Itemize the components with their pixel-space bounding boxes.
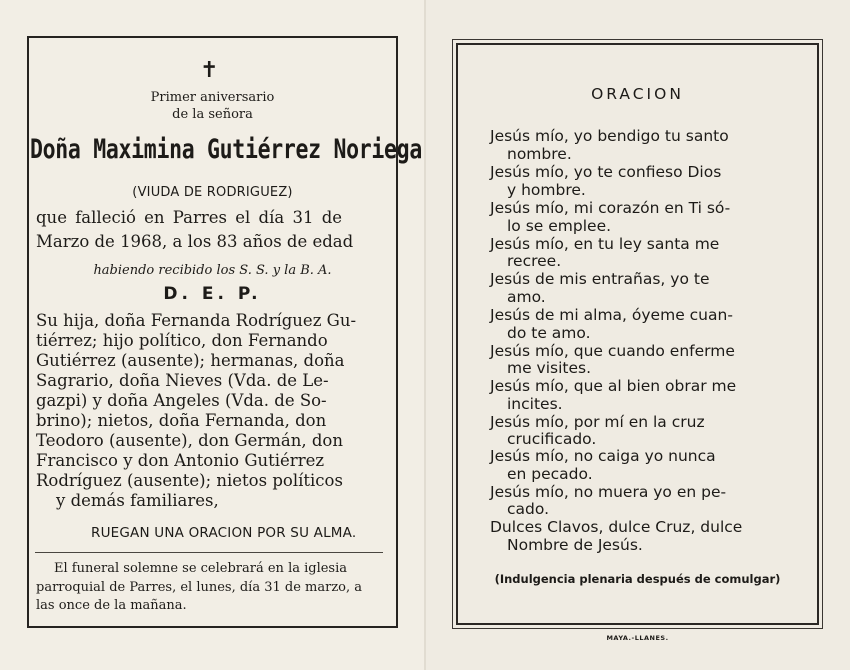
deceased-name: Doña Maximina Gutiérrez Noriega <box>30 134 422 166</box>
prayer-request: RUEGAN UNA ORACION POR SU ALMA. <box>91 525 357 541</box>
anniversary-text: Primer aniversario <box>150 90 275 105</box>
prayer-line: Jesús mío, no caiga yo nunca <box>490 447 716 465</box>
sacraments-text: habiendo recibido los S. S. y la B. A. <box>93 263 332 278</box>
funeral-line: El funeral solemne se celebrará en la iglesia <box>54 561 348 576</box>
prayer-line: recree. <box>507 252 562 270</box>
family-line: tiérrez; hijo político, don Fernando <box>36 331 328 350</box>
prayer-line: do te amo. <box>507 324 591 342</box>
prayer-line: Jesús mío, mi corazón en Ti só- <box>490 199 731 217</box>
family-line: y demás familiares, <box>56 491 219 510</box>
prayer-line: amo. <box>507 288 546 306</box>
family-line: Su hija, doña Fernanda Rodríguez Gu- <box>36 311 357 330</box>
prayer-line: Jesús mío, yo bendigo tu santo <box>490 127 729 145</box>
death-line: que falleció en Parres el día 31 de <box>36 208 343 227</box>
prayer-line: en pecado. <box>507 465 593 483</box>
prayer-line: me visites. <box>507 359 592 377</box>
widow-note: (VIUDA DE RODRIGUEZ) <box>132 185 293 200</box>
family-line: Rodríguez (ausente); nietos políticos <box>36 471 343 490</box>
prayer-title: ORACION <box>591 85 684 103</box>
family-line: Teodoro (ausente), don Germán, don <box>36 431 343 450</box>
funeral-line: las once de la mañana. <box>36 598 187 613</box>
prayer-line: Jesús mío, que cuando enferme <box>490 342 735 360</box>
card-fold <box>424 0 426 670</box>
death-line: Marzo de 1968, a los 83 años de edad <box>36 232 354 251</box>
prayer-line: crucificado. <box>507 430 597 448</box>
prayer-line: Jesús de mis entrañas, yo te <box>490 270 710 288</box>
prayer-line: nombre. <box>507 145 572 163</box>
prayer-line: Jesús mío, que al bien obrar me <box>490 377 737 395</box>
prayer-line: y hombre. <box>507 181 586 199</box>
dep-text: D. E. P. <box>163 284 262 304</box>
family-line: Gutiérrez (ausente); hermanas, doña <box>36 351 345 370</box>
divider-line <box>35 552 383 553</box>
prayer-line: Nombre de Jesús. <box>507 536 643 554</box>
prayer-line: Jesús mío, por mí en la cruz <box>490 413 705 431</box>
family-line: brino); nietos, doña Fernanda, don <box>36 411 327 430</box>
lady-text: de la señora <box>172 107 253 122</box>
funeral-line: parroquial de Parres, el lunes, día 31 de marzo, a <box>36 580 363 595</box>
family-line: Sagrario, doña Nieves (Vda. de Le- <box>36 371 329 390</box>
printer-mark: MAYA.-LLANES. <box>606 634 669 642</box>
indulgence-note: (Indulgencia plenaria después de comulgar) <box>494 572 781 586</box>
prayer-line: Jesús mío, no muera yo en pe- <box>490 483 727 501</box>
prayer-line: Jesús mío, en tu ley santa me <box>490 235 720 253</box>
prayer-line: Jesús mío, yo te confieso Dios <box>490 163 722 181</box>
family-line: Francisco y don Antonio Gutiérrez <box>36 451 325 470</box>
prayer-line: incites. <box>507 395 563 413</box>
prayer-line: Jesús de mi alma, óyeme cuan- <box>490 306 733 324</box>
prayer-line: lo se emplee. <box>507 217 612 235</box>
prayer-line: cado. <box>507 500 549 518</box>
family-line: gazpi) y doña Angeles (Vda. de So- <box>36 391 327 410</box>
cross-icon: ✝ <box>200 58 219 83</box>
prayer-line: Dulces Clavos, dulce Cruz, dulce <box>490 518 743 536</box>
